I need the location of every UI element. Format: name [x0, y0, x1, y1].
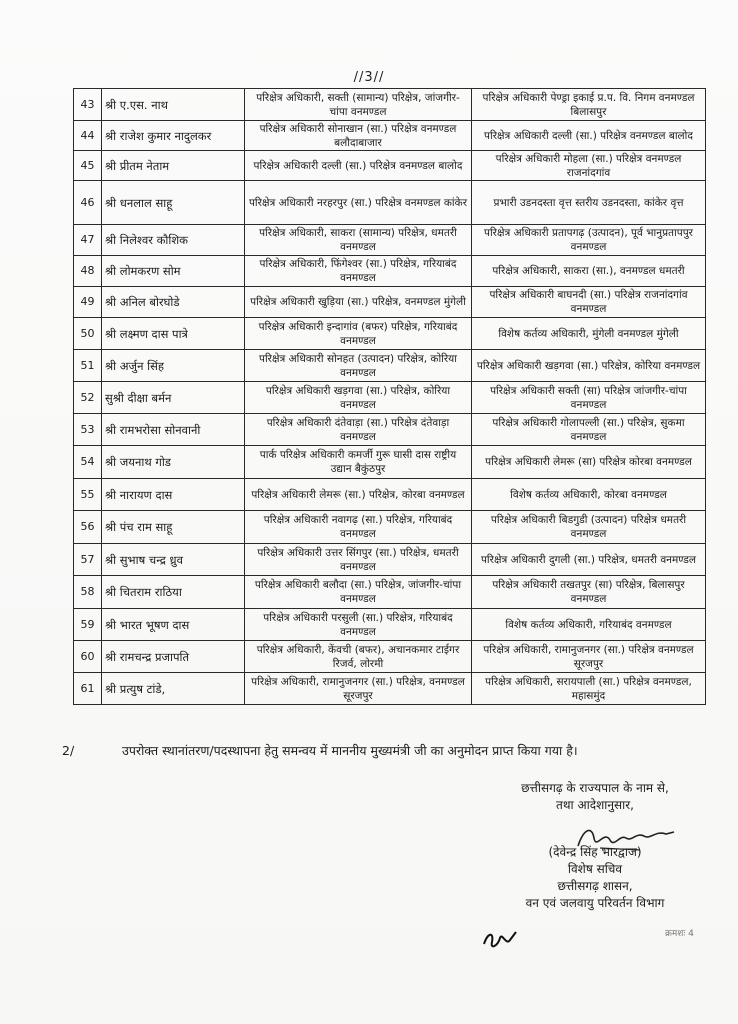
table-row: [74, 225, 706, 256]
serial-number: 52: [74, 382, 102, 414]
current-posting: परिक्षेत्र अधिकारी नवागढ़ (सा.) परिक्षेत्र, गरियाबंद वनमण्डल: [245, 511, 472, 544]
officer-name: श्री रामचन्द्र प्रजापति: [102, 641, 245, 673]
current-posting: परिक्षेत्र अधिकारी सोनाखान (सा.) परिक्षेत्र वनमण्डल बलौदाबाजार: [245, 121, 472, 151]
current-posting: परिक्षेत्र अधिकारी इन्दागांव (बफर) परिक्षेत्र, गरियाबंद वनमण्डल: [245, 318, 472, 350]
current-posting: परिक्षेत्र अधिकारी, केंवची (बफर), अचानकमार टाईगर रिजर्व, लोरमी: [245, 641, 472, 673]
new-posting: परिक्षेत्र अधिकारी, सरायपाली (सा.) परिक्षेत्र वनमण्डल, महासमुंद: [472, 673, 706, 705]
new-posting: परिक्षेत्र अधिकारी दुगली (सा.) परिक्षेत्र, धमतरी वनमण्डल: [472, 544, 706, 576]
officer-name: श्री धनलाल साहू: [102, 181, 245, 225]
officer-name: श्री पंच राम साहू: [102, 511, 245, 544]
department-name: वन एवं जलवायु परिवर्तन विभाग: [525, 896, 665, 910]
serial-number: 54: [74, 446, 102, 479]
table-row: [74, 256, 706, 287]
current-posting: परिक्षेत्र अधिकारी दल्ली (सा.) परिक्षेत्र वनमण्डल बालोद: [245, 151, 472, 181]
new-posting: परिक्षेत्र अधिकारी तखतपुर (सा) परिक्षेत्र, बिलासपुर वनमण्डल: [472, 576, 706, 609]
current-posting: परिक्षेत्र अधिकारी बलौदा (सा.) परिक्षेत्र, जांजगीर-चांपा वनमण्डल: [245, 576, 472, 609]
new-posting: परिक्षेत्र अधिकारी दल्ली (सा.) परिक्षेत्र वनमण्डल बालोद: [472, 121, 706, 151]
paragraph-text: उपरोक्त स्थानांतरण/पदस्थापना हेतु समन्वय में माननीय मुख्यमंत्री जी का अनुमोदन प्राप्त किया गया है।: [122, 743, 578, 758]
new-posting: परिक्षेत्र अधिकारी मोहला (सा.) परिक्षेत्र वनमण्डल राजनांदगांव: [472, 151, 706, 181]
new-posting: परिक्षेत्र अधिकारी बाघनदी (सा.) परिक्षेत्र राजनांदगांव वनमण्डल: [472, 287, 706, 318]
new-posting: प्रभारी उडनदस्ता वृत्त स्तरीय उडनदस्ता, कांकेर वृत्त: [472, 181, 706, 225]
page-number: //3//: [353, 70, 385, 85]
table-row: [74, 673, 706, 705]
new-posting: परिक्षेत्र अधिकारी बिडगुडी (उत्पादन) परिक्षेत्र धमतरी वनमण्डल: [472, 511, 706, 544]
table-row: [74, 151, 706, 181]
serial-number: 56: [74, 511, 102, 544]
table-row: [74, 287, 706, 318]
new-posting: विशेष कर्तव्य अधिकारी, गरियाबंद वनमण्डल: [472, 609, 706, 641]
authority-line: छत्तीसगढ़ के राज्यपाल के नाम से,: [521, 781, 669, 795]
officer-name: श्री ए.एस. नाथ: [102, 89, 245, 121]
new-posting: परिक्षेत्र अधिकारी गोलापल्ली (सा.) परिक्षेत्र, सुकमा वनमण्डल: [472, 414, 706, 446]
officer-name: श्री लोमकरण सोम: [102, 256, 245, 287]
signatory-name: (देवेन्द्र सिंह भारद्वाज): [548, 845, 642, 859]
officer-name: श्री अर्जुन सिंह: [102, 350, 245, 382]
table-row: [74, 576, 706, 609]
current-posting: परिक्षेत्र अधिकारी खड़गवा (सा.) परिक्षेत्र, कोरिया वनमण्डल: [245, 382, 472, 414]
table-row: [74, 350, 706, 382]
serial-number: 43: [74, 89, 102, 121]
new-posting: परिक्षेत्र अधिकारी, रामानुजनगर (सा.) परिक्षेत्र वनमण्डल सूरजपुर: [472, 641, 706, 673]
officer-name: श्री प्रत्युष टांडे,: [102, 673, 245, 705]
serial-number: 47: [74, 225, 102, 256]
serial-number: 46: [74, 181, 102, 225]
table-row: [74, 121, 706, 151]
approval-paragraph: [62, 741, 702, 760]
current-posting: परिक्षेत्र अधिकारी, सक्ती (सामान्य) परिक्षेत्र, जांजगीर-चांपा वनमण्डल: [245, 89, 472, 121]
officer-name: श्री रामभरोसा सोनवानी: [102, 414, 245, 446]
new-posting: विशेष कर्तव्य अधिकारी, कोरबा वनमण्डल: [472, 479, 706, 511]
current-posting: परिक्षेत्र अधिकारी परसुली (सा.) परिक्षेत्र, गरियाबंद वनमण्डल: [245, 609, 472, 641]
new-posting: परिक्षेत्र अधिकारी प्रतापगढ़ (उत्पादन), पूर्व भानुप्रतापपुर वनमण्डल: [472, 225, 706, 256]
officer-name: श्री सुभाष चन्द्र ध्रुव: [102, 544, 245, 576]
current-posting: परिक्षेत्र अधिकारी, रामानुजनगर (सा.) परिक्षेत्र, वनमण्डल सूरजपुर: [245, 673, 472, 705]
new-posting: परिक्षेत्र अधिकारी सक्ती (सा) परिक्षेत्र जांजगीर-चांपा वनमण्डल: [472, 382, 706, 414]
officer-name: श्री चितराम राठिया: [102, 576, 245, 609]
serial-number: 53: [74, 414, 102, 446]
officer-name: श्री नारायण दास: [102, 479, 245, 511]
officer-name: श्री जयनाथ गोड: [102, 446, 245, 479]
table-row: [74, 544, 706, 576]
handwritten-initials: [480, 928, 520, 952]
serial-number: 55: [74, 479, 102, 511]
current-posting: परिक्षेत्र अधिकारी दंतेवाड़ा (सा.) परिक्षेत्र दंतेवाड़ा वनमण्डल: [245, 414, 472, 446]
new-posting: परिक्षेत्र अधिकारी लेमरू (सा) परिक्षेत्र कोरबा वनमण्डल: [472, 446, 706, 479]
current-posting: परिक्षेत्र अधिकारी खुड़िया (सा.) परिक्षेत्र, वनमण्डल मुंगेली: [245, 287, 472, 318]
new-posting: परिक्षेत्र अधिकारी खड़गवा (सा.) परिक्षेत्र, कोरिया वनमण्डल: [472, 350, 706, 382]
new-posting: विशेष कर्तव्य अधिकारी, मुंगेली वनमण्डल मुंगेली: [472, 318, 706, 350]
table-row: [74, 609, 706, 641]
serial-number: 59: [74, 609, 102, 641]
officer-name: श्री राजेश कुमार नादुलकर: [102, 121, 245, 151]
serial-number: 58: [74, 576, 102, 609]
order-line: तथा आदेशानुसार,: [556, 798, 634, 812]
current-posting: परिक्षेत्र अधिकारी लेमरू (सा.) परिक्षेत्र, कोरबा वनमण्डल: [245, 479, 472, 511]
table-row: [74, 641, 706, 673]
current-posting: परिक्षेत्र अधिकारी उत्तर सिंगपुर (सा.) परिक्षेत्र, धमतरी वनमण्डल: [245, 544, 472, 576]
signatory-designation: विशेष सचिव: [567, 862, 623, 876]
serial-number: 57: [74, 544, 102, 576]
current-posting: परिक्षेत्र अधिकारी सोनहत (उत्पादन) परिक्षेत्र, कोरिया वनमण्डल: [245, 350, 472, 382]
table-row: [74, 479, 706, 511]
serial-number: 51: [74, 350, 102, 382]
officer-name: श्री अनिल बोरघोडे: [102, 287, 245, 318]
officer-name: श्री भारत भूषण दास: [102, 609, 245, 641]
continued-label: क्रमशः 4: [665, 929, 694, 939]
officer-name: श्री प्रीतम नेताम: [102, 151, 245, 181]
new-posting: परिक्षेत्र अधिकारी, साकरा (सा.), वनमण्डल धमतरी: [472, 256, 706, 287]
current-posting: परिक्षेत्र अधिकारी, फिंगेश्वर (सा.) परिक्षेत्र, गरियाबंद वनमण्डल: [245, 256, 472, 287]
table-row: [74, 414, 706, 446]
transfer-table-body: [74, 89, 706, 705]
government-name: छत्तीसगढ़ शासन,: [557, 879, 633, 893]
table-row: [74, 318, 706, 350]
serial-number: 61: [74, 673, 102, 705]
table-row: [74, 89, 706, 121]
paragraph-number: 2/: [62, 743, 75, 758]
serial-number: 49: [74, 287, 102, 318]
serial-number: 45: [74, 151, 102, 181]
handwritten-signature: [570, 820, 690, 856]
officer-name: श्री लक्ष्मण दास पात्रे: [102, 318, 245, 350]
current-posting: परिक्षेत्र अधिकारी नरहरपुर (सा.) परिक्षेत्र वनमण्डल कांकेर: [245, 181, 472, 225]
table-row: [74, 181, 706, 225]
current-posting: पार्क परिक्षेत्र अधिकारी कमर्जी गुरू घासी दास राष्ट्रीय उद्यान बैकुंठपुर: [245, 446, 472, 479]
officer-name: सुश्री दीक्षा बर्मन: [102, 382, 245, 414]
table-row: [74, 382, 706, 414]
serial-number: 50: [74, 318, 102, 350]
serial-number: 60: [74, 641, 102, 673]
serial-number: 48: [74, 256, 102, 287]
new-posting: परिक्षेत्र अधिकारी पेण्ड्रा इकाई प्र.प. वि. निगम वनमण्डल बिलासपुर: [472, 89, 706, 121]
current-posting: परिक्षेत्र अधिकारी, साकरा (सामान्य) परिक्षेत्र, धमतरी वनमण्डल: [245, 225, 472, 256]
serial-number: 44: [74, 121, 102, 151]
transfer-table: [73, 88, 706, 705]
table-row: [74, 446, 706, 479]
table-row: [74, 511, 706, 544]
officer-name: श्री निलेश्वर कौशिक: [102, 225, 245, 256]
